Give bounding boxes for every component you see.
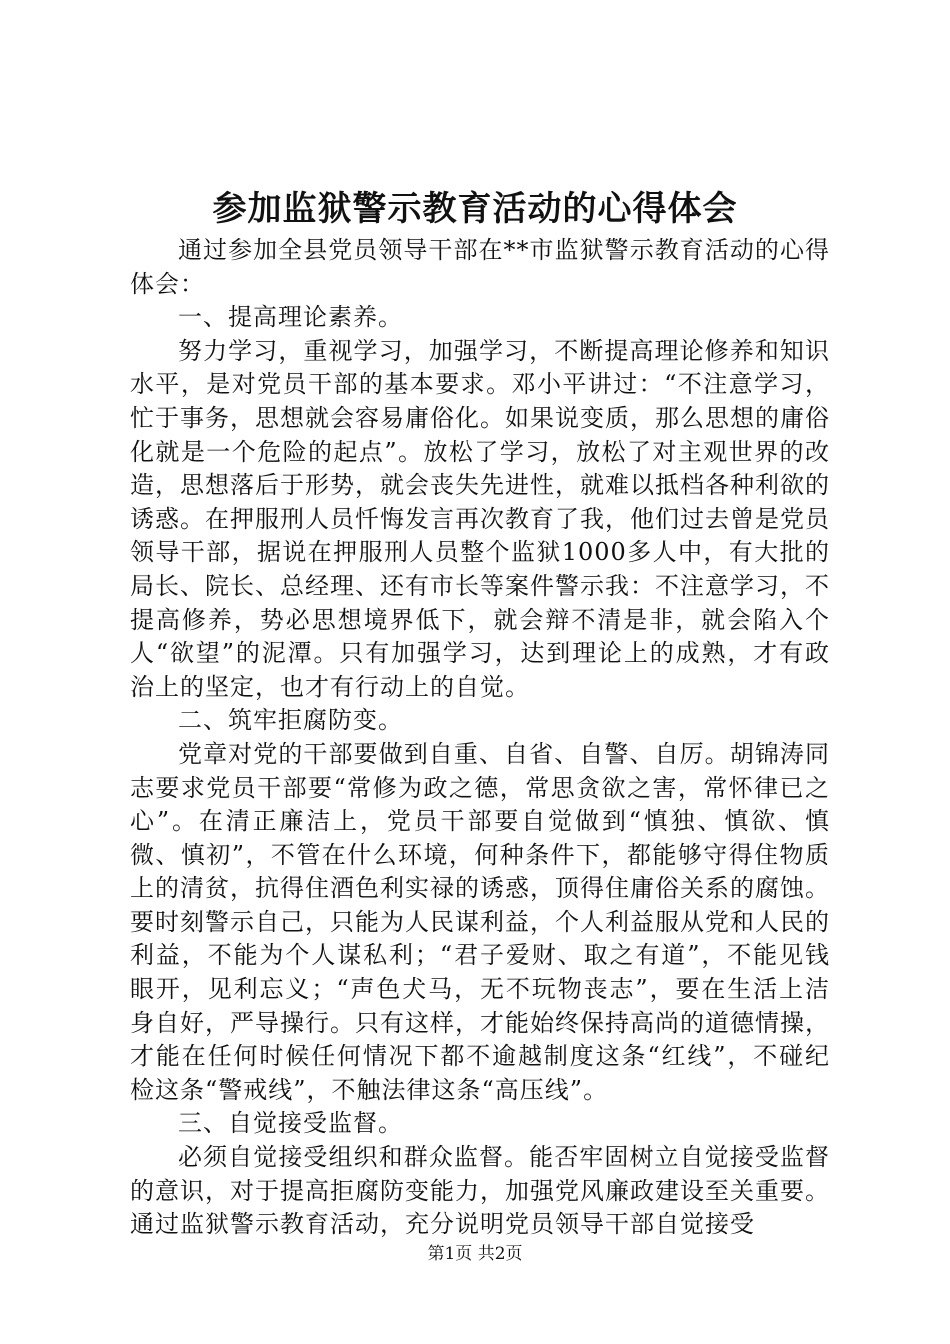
section-paragraph-3: 必须自觉接受组织和群众监督。能否牢固树立自觉接受监督的意识，对于提高拒腐防变能力，加强党风廉政建设至关重要。通过监狱警示教育活动，充分说明党员领导干部自觉接受 <box>130 1143 830 1239</box>
section-heading-1: 一、提高理论素养。 <box>178 303 403 332</box>
section-heading-3: 三、自觉接受监督。 <box>178 1109 403 1138</box>
intro-paragraph: 通过参加全县党员领导干部在**市监狱警示教育活动的心得体会： <box>130 236 830 298</box>
document-body <box>130 234 830 1242</box>
page-number-footer: 第1页 共2页 <box>427 1244 523 1264</box>
section-paragraph-2: 党章对党的干部要做到自重、自省、自警、自厉。胡锦涛同志要求党员干部要“常修为政之德，常思贪欲之害，常怀律已之心”。在清正廉洁上，党员干部要自觉做到“慎独、慎欲、慎微、慎初”，不管在什么环境，何种条件下，都能够守得住物质上的清贫，抗得住酒色利实禄的诱惑，顶得住庸俗关系的腐蚀。要时刻警示自己，只能为人民谋利益，个人利益服从党和人民的利益，不能为个人谋私利；“君子爱财、取之有道”，不能见钱眼开，见利忘义；“声色犬马，无不玩物丧志”，要在生活上洁身自好，严导操行。只有这样，才能始终保持高尚的道德情操，才能在任何时候任何情况下都不逾越制度这条“红线”，不碰纪检这条“警戒线”，不触法律这条“高压线”。 <box>130 739 830 1104</box>
section-heading-2: 二、筑牢拒腐防变。 <box>178 706 403 735</box>
section-paragraph-1: 努力学习，重视学习，加强学习，不断提高理论修养和知识水平，是对党员干部的基本要求。邓小平讲过：“不注意学习，忙于事务，思想就会容易庸俗化。如果说变质，那么思想的庸俗化就是一个危险的起点”。放松了学习，放松了对主观世界的改造，思想落后于形势，就会丧失先进性，就难以抵档各种利欲的诱惑。在押服刑人员忏悔发言再次教育了我，他们过去曾是党员领导干部，据说在押服刑人员整个监狱1000多人中，有大批的局长、院长、总经理、还有市长等案件警示我：不注意学习，不提高修养，势必思想境界低下，就会辩不清是非，就会陷入个人“欲望”的泥潭。只有加强学习，达到理论上的成熟，才有政治上的坚定，也才有行动上的自觉。 <box>130 336 830 701</box>
document-title: 参加监狱警示教育活动的心得体会 <box>212 189 738 229</box>
